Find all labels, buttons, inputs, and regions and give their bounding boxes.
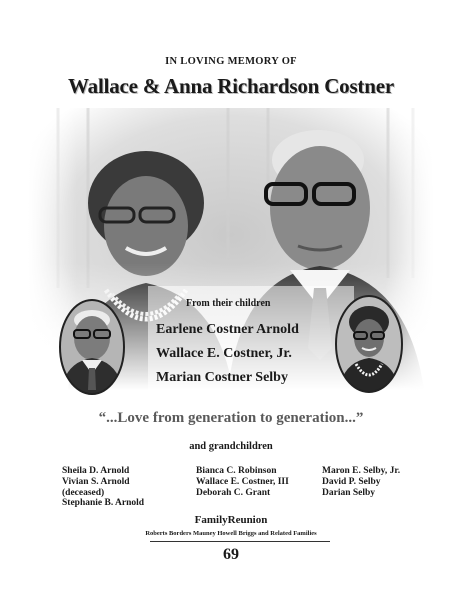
memorial-subtitle: IN LOVING MEMORY OF bbox=[165, 56, 297, 67]
woman-oval-photo bbox=[334, 294, 404, 394]
man-oval-photo bbox=[58, 298, 126, 396]
grandchild-name: Deborah C. Grant bbox=[196, 487, 271, 498]
grandchildren-label: and grandchildren bbox=[189, 441, 273, 452]
grandchild-name: Darian Selby bbox=[322, 487, 376, 498]
from-children-label: From their children bbox=[186, 298, 271, 309]
child-name: Earlene Costner Arnold bbox=[156, 322, 299, 337]
grandchild-name: Vivian S. Arnold bbox=[62, 476, 130, 487]
grandchild-name: David P. Selby bbox=[322, 476, 381, 487]
footer-divider bbox=[150, 541, 330, 542]
memorial-title: Wallace & Anna Richardson Costner bbox=[68, 74, 394, 98]
child-name: Marian Costner Selby bbox=[156, 370, 288, 385]
grandchild-name: Wallace E. Costner, III bbox=[196, 476, 289, 487]
page-number: 69 bbox=[223, 546, 239, 563]
child-name: Wallace E. Costner, Jr. bbox=[156, 346, 292, 361]
grandchildren-column bbox=[322, 466, 400, 498]
grandchildren-column bbox=[62, 466, 144, 509]
related-families-line: Roberts Borders Mauney Howell Briggs and Related Families bbox=[145, 530, 317, 537]
tribute-quote: “...Love from generation to generation...” bbox=[98, 410, 364, 426]
grandchild-name: Stephanie B. Arnold bbox=[62, 498, 145, 509]
grandchild-note: (deceased) bbox=[62, 487, 105, 498]
grandchild-name: Sheila D. Arnold bbox=[62, 466, 130, 476]
grandchild-name: Bianca C. Robinson bbox=[196, 466, 277, 476]
grandchildren-column bbox=[196, 466, 289, 498]
family-reunion-brand: FamilyReunion bbox=[194, 514, 268, 526]
grandchild-name: Maron E. Selby, Jr. bbox=[322, 466, 401, 476]
